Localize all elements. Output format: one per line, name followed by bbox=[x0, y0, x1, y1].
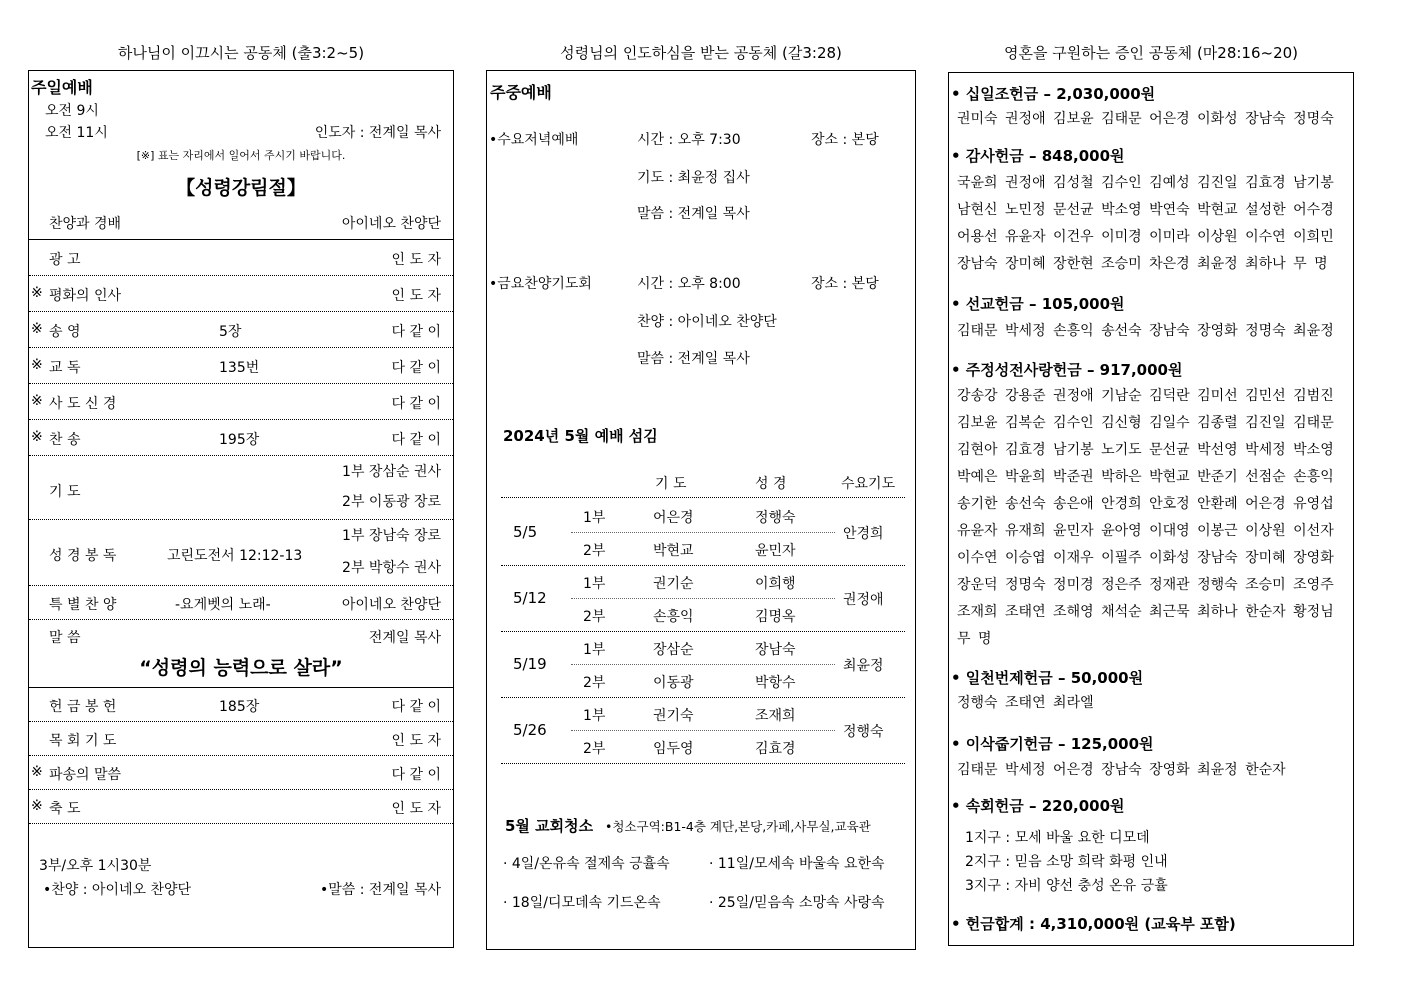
temple-names-line: 강송강 강용준 권정애 기남순 김덕란 김미선 김민선 김범진 bbox=[957, 388, 1334, 404]
sunday-title: 주일예배 bbox=[31, 78, 93, 97]
duty-prayer: 손흥익 bbox=[653, 609, 694, 625]
order-leader: 다 같 이 bbox=[391, 324, 441, 340]
offering-panel bbox=[948, 72, 1354, 946]
cleaning-item: · 4일/온유속 절제속 긍휼속 bbox=[503, 856, 670, 872]
duty-header-bible: 성 경 bbox=[755, 476, 787, 492]
occasion-title: 【성령강림절】 bbox=[176, 177, 306, 199]
order-item: 목 회 기 도 bbox=[49, 733, 117, 749]
duty-bible: 김명옥 bbox=[755, 609, 796, 625]
order-item: 평화의 인사 bbox=[49, 288, 122, 304]
fri-service-name: •금요찬양기도회 bbox=[489, 276, 592, 292]
temple-names-line: 조재희 조태연 조해영 채석순 최근묵 최하나 한순자 황정님 bbox=[957, 604, 1334, 620]
duty-part: 1부 bbox=[583, 708, 606, 724]
weekly-service-panel bbox=[486, 70, 916, 950]
duty-date: 5/19 bbox=[513, 655, 547, 673]
first-title: • 일천번제헌금 – 50,000원 bbox=[951, 669, 1144, 687]
duty-date: 5/12 bbox=[513, 589, 547, 607]
row-mark: ※ bbox=[31, 357, 43, 373]
first-names: 정행숙 조태연 최라엘 bbox=[957, 695, 1094, 711]
row-mark: ※ bbox=[31, 321, 43, 337]
standing-note: [※] 표는 자리에서 일어서 주시기 바랍니다. bbox=[136, 149, 346, 162]
fri-service-place: 장소 : 본당 bbox=[811, 276, 879, 292]
thanks-names-line: 어용선 유윤자 이건우 이미경 이미라 이상원 이수연 이희민 bbox=[957, 229, 1334, 245]
row-mark: ※ bbox=[31, 285, 43, 301]
order-detail: 5장 bbox=[219, 324, 242, 340]
order-leader: 1부 장남숙 장로 bbox=[342, 528, 441, 544]
third-service-sermon: •말씀 : 전계일 목사 bbox=[320, 882, 441, 898]
row-mark: ※ bbox=[31, 764, 43, 780]
duty-bible: 박항수 bbox=[755, 675, 796, 691]
temple-names-line: 유윤자 유재희 윤민자 윤아영 이대영 이봉근 이상원 이선자 bbox=[957, 523, 1334, 539]
order-item: 성 경 봉 독 bbox=[49, 548, 117, 564]
duty-part: 2부 bbox=[583, 543, 606, 559]
duty-table bbox=[501, 463, 905, 765]
fri-service-sermon: 말씀 : 전계일 목사 bbox=[637, 351, 750, 367]
temple-names-line: 장운덕 정명숙 정미경 정은주 정재관 정행숙 조승미 조영주 bbox=[957, 577, 1334, 593]
order-leader: 전계일 목사 bbox=[368, 630, 441, 646]
duty-part: 1부 bbox=[583, 642, 606, 658]
order-leader: 인 도 자 bbox=[391, 801, 441, 817]
duty-part: 1부 bbox=[583, 510, 606, 526]
order-item: 축 도 bbox=[49, 801, 81, 817]
sermon-title: “성령의 능력으로 살라” bbox=[139, 657, 343, 679]
order-detail: 고린도전서 12:12-13 bbox=[167, 548, 303, 564]
row-mark: ※ bbox=[31, 798, 43, 814]
order-item: 찬 송 bbox=[49, 432, 81, 448]
temple-names-line: 무 명 bbox=[957, 631, 992, 647]
thanks-names-line: 국윤희 권정애 김성철 김수인 김예성 김진일 김효경 남기봉 bbox=[957, 175, 1334, 191]
wed-service-time: 시간 : 오후 7:30 bbox=[637, 132, 741, 148]
thanks-names-line: 장남숙 장미혜 장한현 조승미 차은경 최윤정 최하나 무 명 bbox=[957, 256, 1328, 272]
order-item: 광 고 bbox=[49, 252, 81, 268]
district-line: 3지구 : 자비 양선 충성 온유 긍휼 bbox=[965, 878, 1168, 894]
temple-title: • 주정성전사랑헌금 – 917,000원 bbox=[951, 361, 1183, 379]
order-item: 특 별 찬 양 bbox=[49, 597, 117, 613]
duty-bible: 조재희 bbox=[755, 708, 796, 724]
order-detail: 195장 bbox=[219, 432, 260, 448]
order-leader: 다 같 이 bbox=[391, 396, 441, 412]
order-leader: 인 도 자 bbox=[391, 288, 441, 304]
sunday-service-panel bbox=[28, 70, 454, 948]
cleaning-title: 5월 교회청소 bbox=[505, 817, 594, 835]
duty-date: 5/26 bbox=[513, 721, 547, 739]
right-column-header: 영혼을 구원하는 증인 공동체 (마28:16~20) bbox=[1003, 44, 1299, 62]
duty-part: 2부 bbox=[583, 741, 606, 757]
order-leader: 아이네오 찬양단 bbox=[341, 597, 441, 613]
grain-names: 김태문 박세정 어은경 장남숙 장영화 최윤정 한순자 bbox=[957, 762, 1286, 778]
temple-names-line: 김현아 김효경 남기봉 노기도 문선균 박선영 박세정 박소영 bbox=[957, 442, 1334, 458]
leader: 인도자 : 전계일 목사 bbox=[314, 125, 441, 141]
duty-date: 5/5 bbox=[513, 523, 538, 541]
mission-names: 김태문 박세정 손흥익 송선숙 장남숙 장영화 정명숙 최윤정 bbox=[957, 323, 1334, 339]
grain-title: • 이삭줍기헌금 – 125,000원 bbox=[951, 735, 1154, 753]
order-item: 찬양과 경배 bbox=[49, 216, 122, 232]
fri-service-time: 시간 : 오후 8:00 bbox=[637, 276, 741, 292]
duty-prayer: 이동광 bbox=[653, 675, 694, 691]
duty-prayer: 임두영 bbox=[653, 741, 694, 757]
service-time-1: 오전 9시 bbox=[45, 103, 99, 119]
temple-names-line: 송기한 송선숙 송은애 안경희 안호정 안환례 어은경 유영섭 bbox=[957, 496, 1334, 512]
order-item: 송 영 bbox=[49, 324, 81, 340]
duty-bible: 장남숙 bbox=[755, 642, 796, 658]
duty-prayer: 권기숙 bbox=[653, 708, 694, 724]
order-leader: 인 도 자 bbox=[391, 252, 441, 268]
duty-header-prayer: 기 도 bbox=[655, 476, 687, 492]
duty-part: 2부 bbox=[583, 675, 606, 691]
tithe-title: • 십일조헌금 – 2,030,000원 bbox=[951, 85, 1156, 103]
order-item: 헌 금 봉 헌 bbox=[49, 699, 117, 715]
district-line: 2지구 : 믿음 소망 희락 화평 인내 bbox=[965, 854, 1168, 870]
duty-prayer: 장삼순 bbox=[653, 642, 694, 658]
order-detail: -요게벳의 노래- bbox=[175, 597, 271, 613]
order-item: 사 도 신 경 bbox=[49, 396, 117, 412]
temple-names-line: 박예은 박윤희 박준권 박하은 박현교 반준기 선점순 손흥익 bbox=[957, 469, 1334, 485]
service-time-2: 오전 11시 bbox=[45, 125, 108, 141]
duty-prayer: 박현교 bbox=[653, 543, 694, 559]
duty-title: 2024년 5월 예배 섬김 bbox=[503, 427, 658, 445]
order-item: 말 씀 bbox=[49, 630, 81, 646]
weekly-title: 주중예배 bbox=[490, 83, 552, 102]
wed-service-place: 장소 : 본당 bbox=[811, 132, 879, 148]
third-service-time: 3부/오후 1시30분 bbox=[39, 858, 152, 874]
offering-total: • 헌금합계 : 4,310,000원 (교육부 포함) bbox=[951, 915, 1236, 933]
middle-column-header: 성령님의 인도하심을 받는 공동체 (갈3:28) bbox=[560, 44, 842, 62]
order-leader: 2부 이동광 장로 bbox=[342, 494, 441, 510]
tithe-names: 권미숙 권정애 김보윤 김태문 어은경 이화성 장남숙 정명숙 bbox=[957, 111, 1334, 127]
order-detail: 135번 bbox=[219, 360, 260, 376]
duty-bible: 윤민자 bbox=[755, 543, 796, 559]
third-service-praise: •찬양 : 아이네오 찬양단 bbox=[43, 882, 192, 898]
cleaning-item: · 25일/믿음속 소망속 사랑속 bbox=[709, 895, 885, 911]
cleaning-item: · 11일/모세속 바울속 요한속 bbox=[709, 856, 885, 872]
order-leader: 아이네오 찬양단 bbox=[341, 216, 441, 232]
order-leader: 다 같 이 bbox=[391, 432, 441, 448]
temple-names-line: 김보윤 김복순 김수인 김신형 김일수 김종렬 김진일 김태문 bbox=[957, 415, 1334, 431]
cleaning-area: •청소구역:B1-4층 계단,본당,카페,사무실,교육관 bbox=[605, 819, 871, 834]
duty-prayer: 어은경 bbox=[653, 510, 694, 526]
district-title: • 속회헌금 – 220,000원 bbox=[951, 797, 1125, 815]
duty-bible: 이희행 bbox=[755, 576, 796, 592]
order-leader: 다 같 이 bbox=[391, 360, 441, 376]
wed-service-name: •수요저녁예배 bbox=[489, 132, 579, 148]
duty-part: 1부 bbox=[583, 576, 606, 592]
order-leader: 다 같 이 bbox=[391, 699, 441, 715]
duty-wed: 권정애 bbox=[843, 592, 884, 608]
duty-wed: 안경희 bbox=[843, 526, 884, 542]
order-item: 기 도 bbox=[49, 484, 81, 500]
temple-names-line: 이수연 이승엽 이재우 이필주 이화성 장남숙 장미혜 장영화 bbox=[957, 550, 1334, 566]
order-leader: 인 도 자 bbox=[391, 733, 441, 749]
cleaning-item: · 18일/디모데속 기드온속 bbox=[503, 895, 661, 911]
order-leader: 2부 박항수 권사 bbox=[342, 560, 441, 576]
duty-wed: 최윤정 bbox=[843, 658, 884, 674]
thanks-title: • 감사헌금 – 848,000원 bbox=[951, 147, 1125, 165]
left-column-header: 하나님이 이끄시는 공동체 (출3:2~5) bbox=[117, 44, 365, 62]
wed-service-sermon: 말씀 : 전계일 목사 bbox=[637, 206, 750, 222]
order-item: 교 독 bbox=[49, 360, 81, 376]
row-mark: ※ bbox=[31, 429, 43, 445]
mission-title: • 선교헌금 – 105,000원 bbox=[951, 295, 1125, 313]
duty-header-wed: 수요기도 bbox=[841, 476, 896, 492]
order-leader: 다 같 이 bbox=[391, 767, 441, 783]
order-detail: 185장 bbox=[219, 699, 260, 715]
duty-prayer: 권기순 bbox=[653, 576, 694, 592]
wed-service-prayer: 기도 : 최윤정 집사 bbox=[637, 170, 750, 186]
duty-bible: 정행숙 bbox=[755, 510, 796, 526]
order-leader: 1부 장삼순 권사 bbox=[342, 464, 441, 480]
duty-bible: 김효경 bbox=[755, 741, 796, 757]
district-line: 1지구 : 모세 바울 요한 디모데 bbox=[965, 830, 1150, 846]
duty-wed: 정행숙 bbox=[843, 724, 884, 740]
row-mark: ※ bbox=[31, 393, 43, 409]
thanks-names-line: 남현신 노민정 문선균 박소영 박연숙 박현교 설성한 어수경 bbox=[957, 202, 1334, 218]
fri-service-praise: 찬양 : 아이네오 찬양단 bbox=[637, 314, 777, 330]
duty-part: 2부 bbox=[583, 609, 606, 625]
order-item: 파송의 말씀 bbox=[49, 767, 122, 783]
